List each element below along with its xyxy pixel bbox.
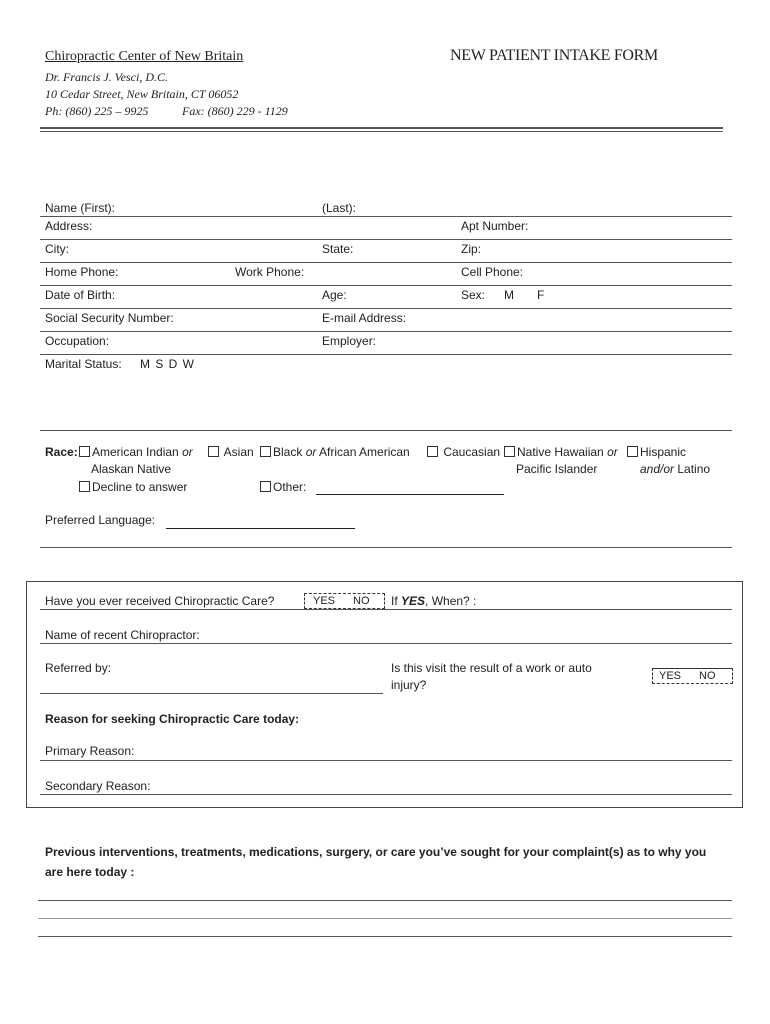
sex-label: Sex: — [461, 288, 486, 302]
answer-line[interactable] — [38, 936, 732, 937]
injury-yes-no[interactable] — [652, 668, 733, 684]
email-label: E-mail Address: — [322, 311, 407, 325]
yes-option[interactable]: YES — [659, 670, 682, 682]
apt-number-label: Apt Number: — [461, 219, 529, 233]
other-input-line[interactable] — [316, 494, 504, 495]
primary-reason-line[interactable] — [40, 760, 732, 761]
row-line[interactable] — [40, 262, 732, 263]
injury-question-line1: Is this visit the result of a work or auto — [391, 661, 592, 675]
referred-by-line[interactable] — [40, 693, 383, 694]
race-other[interactable]: Other: — [260, 480, 306, 494]
row-line[interactable] — [40, 609, 732, 610]
race-decline[interactable]: Decline to answer — [79, 480, 187, 494]
race-hispanic[interactable]: Hispanic — [627, 445, 686, 459]
row-line[interactable] — [40, 285, 732, 286]
address-label: Address: — [45, 219, 93, 233]
race-hawaiian-line2: Pacific Islander — [516, 462, 598, 476]
no-option[interactable]: NO — [353, 595, 370, 607]
checkbox[interactable] — [260, 446, 271, 457]
checkbox[interactable] — [79, 481, 90, 492]
answer-line[interactable] — [38, 900, 732, 901]
checkbox[interactable] — [260, 481, 271, 492]
if-yes-when-label: If YES, When? : — [391, 594, 477, 608]
race-caucasian[interactable]: Caucasian — [427, 445, 500, 459]
row-line[interactable] — [40, 239, 732, 240]
race-hawaiian[interactable]: Native Hawaiian or — [504, 445, 618, 459]
secondary-reason-label: Secondary Reason: — [45, 779, 151, 793]
sex-option-m[interactable]: M — [504, 288, 514, 302]
answer-line[interactable] — [38, 918, 732, 919]
row-line[interactable] — [40, 354, 732, 355]
checkbox[interactable] — [627, 446, 638, 457]
state-label: State: — [322, 242, 354, 256]
occupation-label: Occupation: — [45, 334, 110, 348]
city-label: City: — [45, 242, 69, 256]
primary-reason-label: Primary Reason: — [45, 744, 135, 758]
sex-option-f[interactable]: F — [537, 288, 545, 302]
reason-heading: Reason for seeking Chiropractic Care today: — [45, 712, 300, 726]
clinic-name: Chiropractic Center of New Britain — [45, 49, 244, 64]
section-divider — [40, 430, 732, 431]
clinic-address: 10 Cedar Street, New Britain, CT 06052 — [45, 87, 239, 101]
chiropractic-care-box — [26, 581, 743, 808]
row-line[interactable] — [40, 331, 732, 332]
dob-label: Date of Birth: — [45, 288, 116, 302]
ssn-label: Social Security Number: — [45, 311, 174, 325]
cell-phone-label: Cell Phone: — [461, 265, 524, 279]
race-black[interactable]: Black or African American — [260, 445, 410, 459]
zip-label: Zip: — [461, 242, 482, 256]
race-american-indian-line2: Alaskan Native — [91, 462, 172, 476]
doctor-name: Dr. Francis J. Vesci, D.C. — [45, 70, 168, 84]
yes-option[interactable]: YES — [313, 595, 336, 607]
injury-question-line2: injury? — [391, 678, 427, 692]
last-name-label: (Last): — [322, 201, 357, 215]
checkbox[interactable] — [79, 446, 90, 457]
header-divider-bottom — [40, 131, 723, 132]
section-divider — [40, 547, 732, 548]
race-hispanic-line2: and/or Latino — [640, 462, 711, 476]
marital-status-label: Marital Status: — [45, 357, 122, 371]
form-title: NEW PATIENT INTAKE FORM — [450, 47, 658, 64]
received-care-question: Have you ever received Chiropractic Care? — [45, 594, 275, 608]
first-name-label: Name (First): — [45, 201, 115, 215]
row-line[interactable] — [40, 308, 732, 309]
marital-status-options[interactable]: M S D W — [140, 357, 194, 371]
clinic-fax: Fax: (860) 229 - 1129 — [182, 104, 288, 118]
received-care-yes-no[interactable] — [304, 593, 385, 609]
checkbox[interactable] — [208, 446, 219, 457]
home-phone-label: Home Phone: — [45, 265, 119, 279]
clinic-phone: Ph: (860) 225 – 9925 — [45, 104, 149, 118]
header-divider-top — [40, 127, 723, 129]
row-line[interactable] — [40, 216, 732, 217]
checkbox[interactable] — [504, 446, 515, 457]
no-option[interactable]: NO — [699, 670, 716, 682]
language-input-line[interactable] — [166, 528, 355, 529]
race-asian[interactable]: Asian — [208, 445, 254, 459]
row-line[interactable] — [40, 643, 732, 644]
age-label: Age: — [322, 288, 347, 302]
referred-by-label: Referred by: — [45, 661, 112, 675]
secondary-reason-line[interactable] — [40, 794, 732, 795]
work-phone-label: Work Phone: — [235, 265, 305, 279]
recent-chiropractor-label: Name of recent Chiropractor: — [45, 628, 200, 642]
employer-label: Employer: — [322, 334, 377, 348]
previous-interventions-line2: are here today : — [45, 865, 135, 879]
checkbox[interactable] — [427, 446, 438, 457]
preferred-language-label: Preferred Language: — [45, 513, 156, 527]
race-label: Race: — [45, 445, 78, 459]
previous-interventions-line1: Previous interventions, treatments, medications, surgery, or care you’ve sought for your complaint(s) as to why you — [45, 845, 707, 859]
race-american-indian[interactable]: American Indian or — [79, 445, 193, 459]
